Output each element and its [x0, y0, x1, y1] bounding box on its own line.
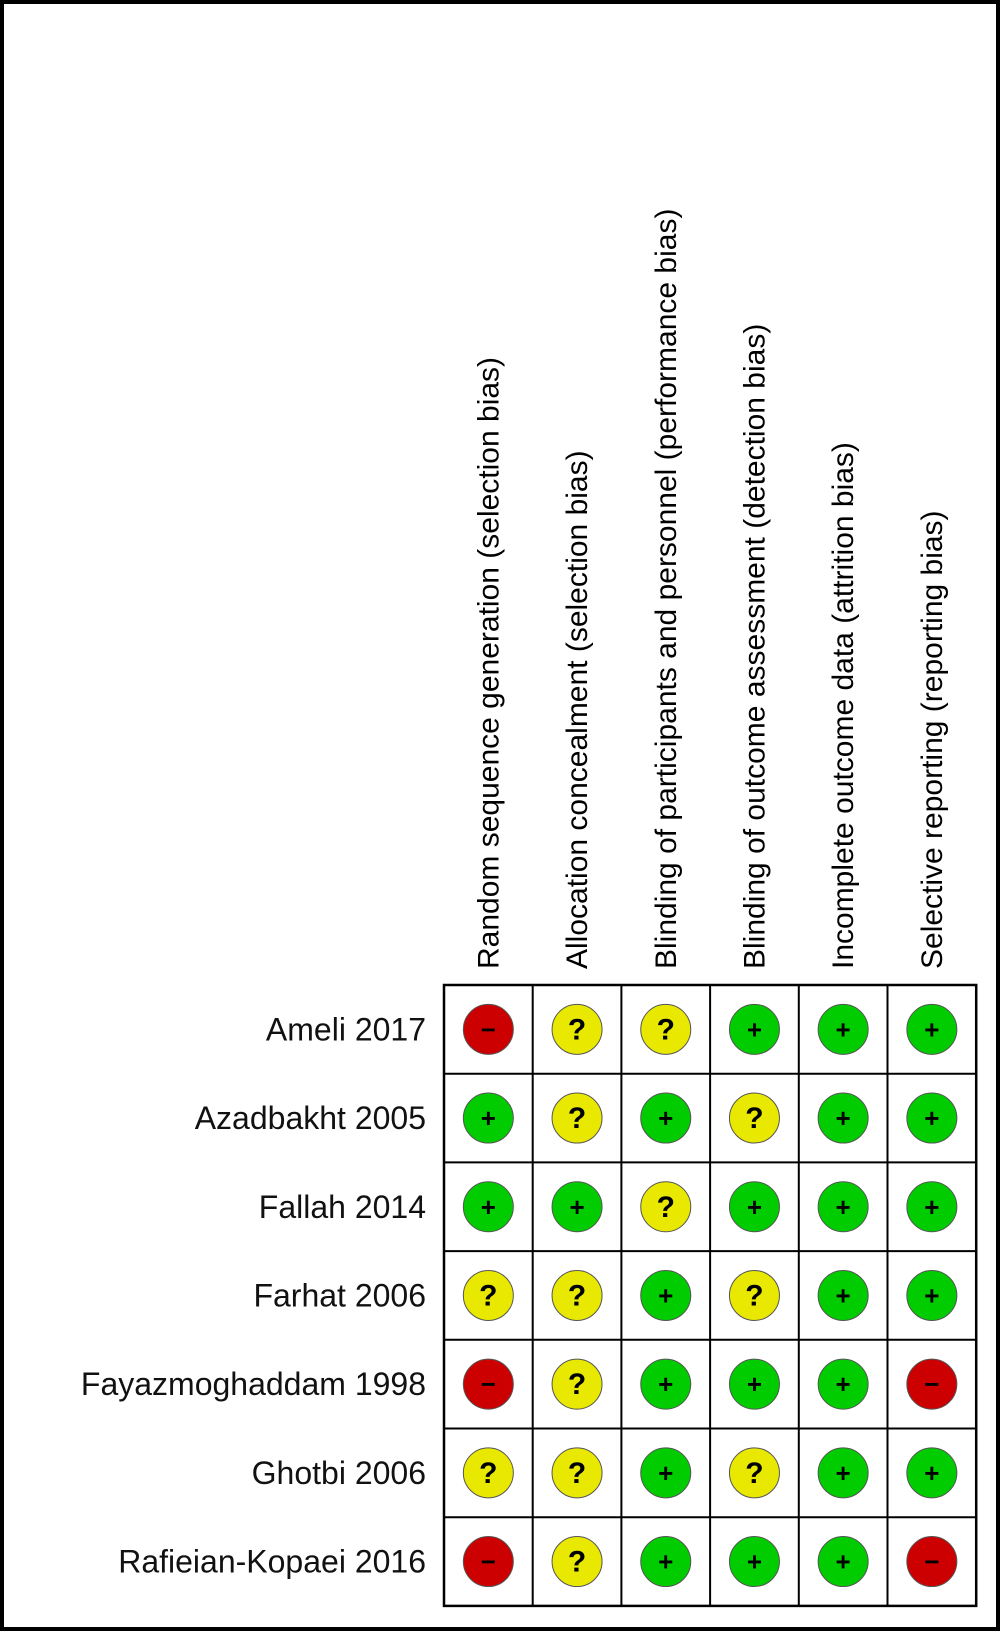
rating-unclear-symbol: ?	[479, 1279, 498, 1313]
rating-high-symbol: −	[480, 1014, 496, 1045]
rating-low-symbol: +	[746, 1369, 763, 1400]
study-label: Fayazmoghaddam 1998	[80, 1366, 426, 1403]
rating-unclear-symbol: ?	[656, 1013, 675, 1047]
rating-low-symbol: +	[658, 1280, 674, 1311]
column-header: Allocation concealment (selection bias)	[561, 450, 595, 969]
rating-unclear-symbol: ?	[745, 1456, 764, 1490]
rating-unclear-symbol: ?	[567, 1456, 587, 1490]
rating-low-symbol: +	[746, 1191, 763, 1222]
rating-low-symbol: +	[746, 1546, 763, 1577]
rating-low-symbol: +	[746, 1014, 763, 1045]
rating-low-symbol: +	[924, 1014, 940, 1045]
study-label: Farhat 2006	[253, 1277, 426, 1314]
rating-unclear-symbol: ?	[567, 1102, 587, 1136]
rating-high-symbol: −	[924, 1369, 940, 1400]
rating-low-symbol: +	[658, 1103, 674, 1134]
rating-low-symbol: +	[924, 1103, 940, 1134]
rating-low-symbol: +	[835, 1103, 851, 1134]
column-header: Random sequence generation (selection bias)	[472, 356, 506, 970]
risk-of-bias-chart	[4, 4, 1000, 1635]
rating-low-symbol: +	[924, 1457, 940, 1488]
rating-unclear-symbol: ?	[656, 1190, 675, 1224]
rating-low-symbol: +	[569, 1191, 585, 1222]
column-header: Blinding of outcome assessment (detection bias)	[738, 323, 772, 969]
rating-low-symbol: +	[835, 1457, 851, 1488]
rating-low-symbol: +	[924, 1280, 940, 1311]
rating-low-symbol: +	[658, 1546, 674, 1577]
rating-unclear-symbol: ?	[567, 1545, 587, 1579]
rating-low-symbol: +	[658, 1457, 674, 1488]
column-header: Blinding of participants and personnel (performance bias)	[649, 208, 683, 969]
rating-low-symbol: +	[835, 1191, 851, 1222]
study-label: Rafieian-Kopaei 2016	[118, 1543, 426, 1580]
column-header: Selective reporting (reporting bias)	[915, 510, 949, 969]
study-label: Ameli 2017	[265, 1011, 426, 1048]
rating-low-symbol: +	[835, 1546, 851, 1577]
column-header: Incomplete outcome data (attrition bias)	[827, 442, 861, 969]
rating-unclear-symbol: ?	[479, 1456, 498, 1490]
rating-high-symbol: −	[480, 1546, 496, 1577]
rating-low-symbol: +	[835, 1280, 851, 1311]
rating-unclear-symbol: ?	[745, 1279, 764, 1313]
rating-unclear-symbol: ?	[745, 1102, 764, 1136]
rating-low-symbol: +	[480, 1191, 496, 1222]
study-label: Azadbakht 2005	[194, 1100, 426, 1137]
study-label: Fallah 2014	[258, 1188, 426, 1225]
study-label: Ghotbi 2006	[251, 1454, 426, 1491]
rating-low-symbol: +	[480, 1103, 496, 1134]
rating-low-symbol: +	[835, 1369, 851, 1400]
rating-unclear-symbol: ?	[567, 1013, 587, 1047]
rating-low-symbol: +	[835, 1014, 851, 1045]
rating-low-symbol: +	[658, 1369, 674, 1400]
rating-low-symbol: +	[924, 1191, 940, 1222]
rating-high-symbol: −	[924, 1546, 940, 1577]
rating-unclear-symbol: ?	[567, 1368, 587, 1402]
rating-unclear-symbol: ?	[567, 1279, 587, 1313]
rating-high-symbol: −	[480, 1369, 496, 1400]
